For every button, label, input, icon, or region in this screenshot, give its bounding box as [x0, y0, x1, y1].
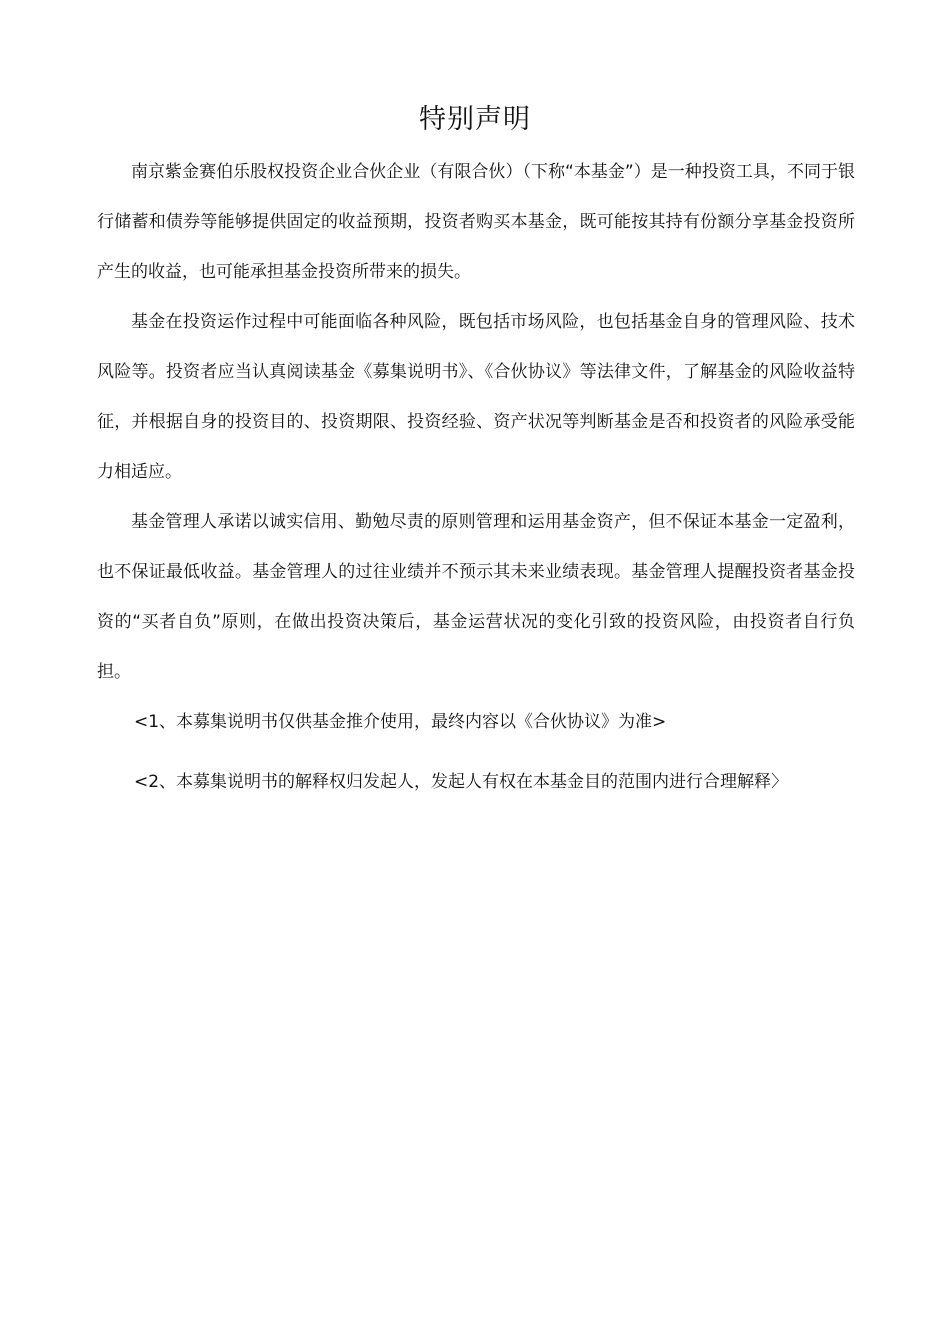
paragraph-fund-nature: 南京紫金赛伯乐股权投资企业合伙企业（有限合伙）（下称“本基金”）是一种投资工具，不同于银行储蓄和债券等能够提供固定的收益预期，投资者购买本基金，既可能按其持有份额分享基金投资所产生的收益，也可能承担基金投资所带来的损失。 — [97, 162, 855, 282]
page-title: 特别声明 — [419, 104, 531, 135]
paragraph-manager-commitment: 基金管理人承诺以诚实信用、勤勉尽责的原则管理和运用基金资产，但不保证本基金一定盈利，也不保证最低收益。基金管理人的过往业绩并不预示其未来业绩表现。基金管理人提醒投资者基金投资的“买者自负”原则，在做出投资决策后，基金运营状况的变化引致的投资风险，由投资者自行负担。 — [97, 512, 855, 682]
note-interpretation: <2、本募集说明书的解释权归发起人，发起人有权在本基金目的范围内进行合理解释〉 — [134, 772, 789, 792]
note-usage: <1、本募集说明书仅供基金推介使用，最终内容以《合伙协议》为准> — [134, 712, 667, 732]
statement-body — [97, 147, 855, 807]
paragraph-risk-warning: 基金在投资运作过程中可能面临各种风险，既包括市场风险，也包括基金自身的管理风险、技术风险等。投资者应当认真阅读基金《募集说明书》、《合伙协议》等法律文件，了解基金的风险收益特征，并根据自身的投资目的、投资期限、投资经验、资产状况等判断基金是否和投资者的风险承受能力相适应。 — [97, 312, 855, 482]
